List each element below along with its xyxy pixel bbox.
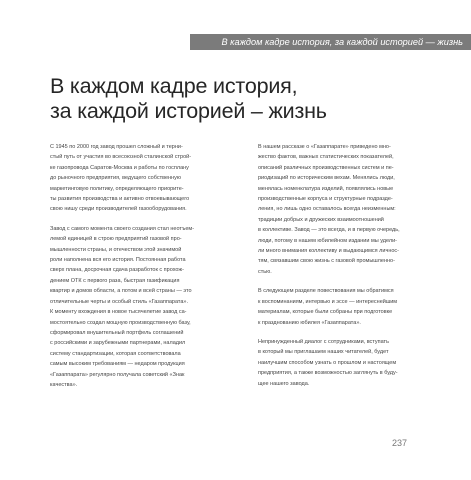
text-line: сверх плана, досрочная сдача разработок с прохож- — [50, 267, 184, 274]
text-line: тям, связавшим свою жизнь с газовой промышленно- — [258, 258, 395, 265]
text-line: производственные корпуса и структурные подразде- — [258, 196, 393, 203]
text-line: отличительные черты и особый стиль «Газаппарата». — [50, 298, 189, 305]
text-line: материалам, которые были собраны при подготовке — [258, 309, 393, 316]
left-text-column — [50, 142, 242, 399]
text-line: ты развития производства и активно отвоевывающего — [50, 196, 190, 203]
chapter-title-line: В каждом кадре история, — [50, 74, 298, 98]
text-line: квартир и домов области, а потом и всей страны — это — [50, 288, 192, 295]
text-line: к празднованию юбилея «Газаппарата». — [258, 319, 361, 326]
paragraph — [258, 286, 438, 328]
text-line: в который мы приглашаем наших читателей, будет — [258, 349, 389, 356]
text-line: в коллективе. Завод — это всегда, и в первую очередь, — [258, 227, 400, 234]
text-line: традиции добрых и дружеских взаимоотношений — [258, 216, 384, 223]
text-line: свою нишу среди производителей газооборудования. — [50, 206, 187, 213]
text-line: «Газаппарата» регулярно получала советский «Знак — [50, 371, 185, 378]
text-line: описаний различных производственных систем и пе- — [258, 164, 394, 171]
text-line: дением ОТК с первого раза, быстрая газификация — [50, 277, 180, 284]
text-line: В нашем рассказе о «Газаппарате» приведено мно- — [258, 144, 391, 150]
running-header-text: В каждом кадре история, за каждой историей — жизнь — [221, 37, 463, 47]
text-line: с российскими и зарубежными партнерами, наладил — [50, 340, 186, 347]
text-line: К моменту вхождения в новое тысячелетие завод са- — [50, 309, 187, 316]
chapter-title — [50, 74, 370, 124]
text-line: мостоятельно создал мощную производственную базу, — [50, 319, 191, 326]
text-line: менялась номенклатура изделий, появлялись новые — [258, 185, 394, 192]
text-line: В следующем разделе повествования мы обратимся — [258, 288, 394, 295]
chapter-title-line: за каждой историей – жизнь — [50, 99, 327, 123]
text-line: мышленности страны, и отечеством этой значимой — [50, 246, 182, 253]
paragraph — [258, 142, 438, 277]
text-line: Завод с самого момента своего создания стал неотъем- — [50, 225, 195, 232]
text-line: самым высоким требованиям — недаром продукция — [50, 361, 185, 368]
text-line: ли много внимания коллективу и выдающимся личнос- — [258, 248, 399, 255]
right-text-column — [258, 142, 438, 398]
text-line: щее нашего завода. — [258, 380, 310, 387]
text-line: роли наполнена вся его история. Постоянная работа — [50, 257, 186, 264]
paragraph — [258, 337, 438, 389]
text-line: маркетинговую политику, определяющего приорите- — [50, 185, 184, 192]
text-line: качества». — [50, 381, 78, 388]
text-line: жество фактов, важных статистических показателей, — [258, 154, 394, 161]
text-line: к воспоминаниям, интервью и эссе — интереснейшим — [258, 298, 398, 305]
running-header — [190, 34, 471, 50]
paragraph — [50, 142, 242, 215]
paragraph — [50, 224, 242, 391]
text-line: риодизаций по историческим вехам. Менялись люди, — [258, 175, 395, 182]
text-line: предприятия, а также возможностью заглянуть в буду- — [258, 370, 398, 377]
text-line: ления, но лишь одно оставалось всегда неизменным: — [258, 206, 396, 213]
page-number: 237 — [391, 438, 407, 448]
text-line: до рыночного предприятия, ведущего собственную — [50, 175, 181, 182]
text-line: систему стандартизации, которая соответствовала — [50, 350, 181, 357]
text-line: Непринужденный диалог с сотрудниками, вступать — [258, 338, 389, 345]
text-line: стью. — [258, 268, 272, 275]
text-line: С 1945 по 2000 год завод прошел сложный и терни- — [50, 144, 183, 150]
text-line: наилучшим способом узнать о прошлом и настоящем — [258, 359, 397, 366]
text-line: сформировал внушительный портфель соглашений — [50, 329, 184, 336]
text-line: люди, потому в нашем юбилейном издании мы удели- — [258, 237, 398, 244]
text-line: ке газопровода Саратов-Москва и работы по госплану — [50, 164, 189, 171]
text-line: лемой единицей в строю предприятий газовой про- — [50, 236, 182, 243]
text-line: стый путь от участия во всесоюзной сталинской строй- — [50, 154, 192, 161]
